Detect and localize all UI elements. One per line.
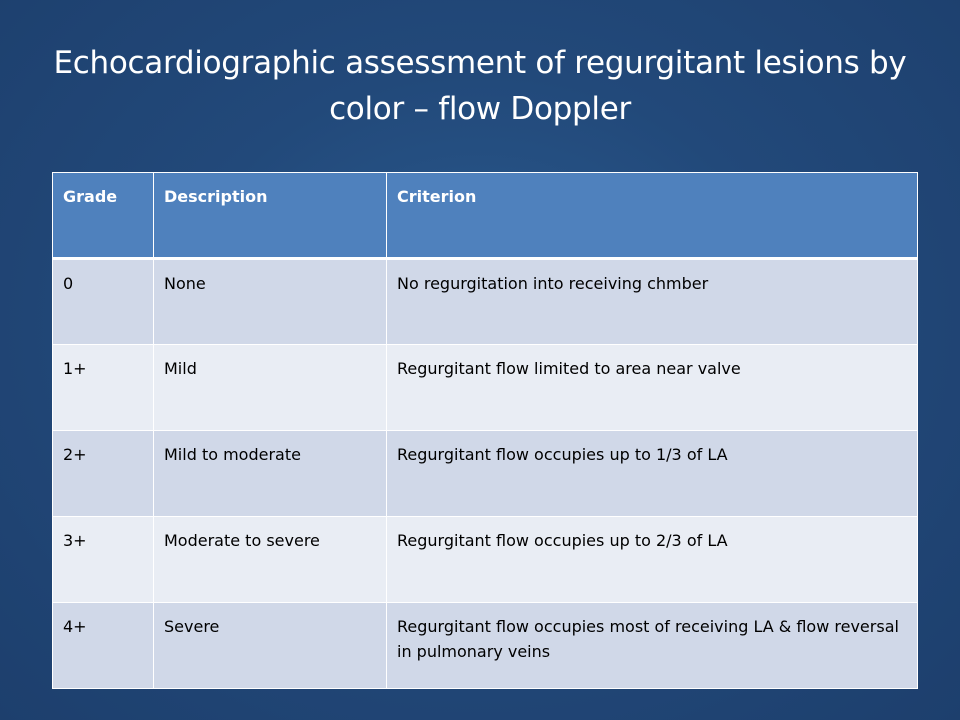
- description-cell: Mild: [154, 345, 387, 431]
- description-cell: None: [154, 259, 387, 345]
- criterion-cell: Regurgitant flow occupies up to 1/3 of LA: [387, 431, 918, 517]
- slide-title: Echocardiographic assessment of regurgitant lesions by color – flow Doppler: [53, 45, 907, 127]
- regurgitation-grading-table: [52, 172, 918, 689]
- header-grade: Grade: [53, 173, 154, 259]
- header-description: Description: [154, 173, 387, 259]
- table-row: [53, 431, 918, 517]
- table-row: [53, 259, 918, 345]
- grade-cell: 2+: [53, 431, 154, 517]
- description-cell: Mild to moderate: [154, 431, 387, 517]
- description-cell: Moderate to severe: [154, 517, 387, 603]
- table-row: [53, 517, 918, 603]
- description-cell: Severe: [154, 603, 387, 689]
- grade-cell: 0: [53, 259, 154, 345]
- criterion-cell: Regurgitant flow limited to area near valve: [387, 345, 918, 431]
- header-criterion: Criterion: [387, 173, 918, 259]
- grade-cell: 4+: [53, 603, 154, 689]
- table-header-row: [53, 173, 918, 259]
- grade-cell: 3+: [53, 517, 154, 603]
- table-row: [53, 345, 918, 431]
- table-row: [53, 603, 918, 689]
- criterion-cell: No regurgitation into receiving chmber: [387, 259, 918, 345]
- grade-cell: 1+: [53, 345, 154, 431]
- criterion-cell: Regurgitant flow occupies up to 2/3 of LA: [387, 517, 918, 603]
- criterion-cell: Regurgitant flow occupies most of receiving LA & flow reversal in pulmonary veins: [387, 603, 918, 689]
